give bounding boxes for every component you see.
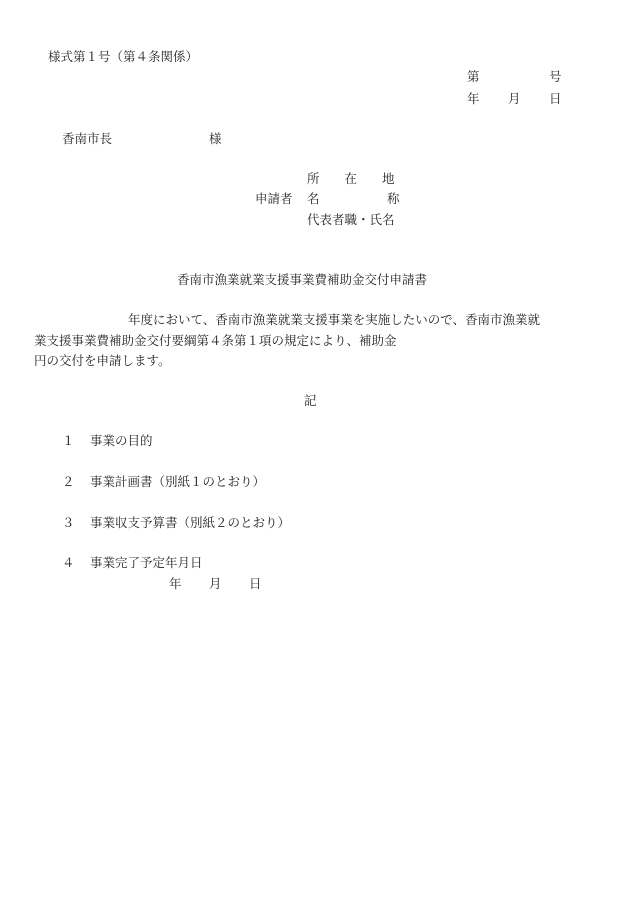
item-number: １ [62,433,75,448]
form-label: 様式第１号（第４条関係） [48,49,199,64]
date-day-label: 日 [549,91,562,106]
item-text: 事業計画書（別紙１のとおり） [90,474,266,489]
doc-number-suffix: 号 [549,69,562,84]
completion-month-label: 月 [209,576,222,591]
completion-day-label: 日 [249,576,262,591]
item-text: 事業収支予算書（別紙２のとおり） [90,515,291,530]
date-month-label: 月 [508,91,521,106]
item-text: 事業の目的 [90,433,153,448]
document-title: 香南市漁業就業支援事業費補助金交付申請書 [177,272,428,287]
body-line-3: 円の交付を申請します。 [34,353,171,368]
doc-number-prefix: 第 [467,69,480,84]
item-text: 事業完了予定年月日 [90,555,203,570]
applicant-address-label: 所 在 地 [307,171,395,186]
body-line-2: 業支援事業費補助金交付要綱第４条第１項の規定により、補助金 [34,333,397,348]
applicant-name-label-left: 名 [307,191,320,206]
date-year-label: 年 [467,91,480,106]
completion-year-label: 年 [169,576,182,591]
applicant-label: 申請者 [255,191,293,206]
ki-heading: 記 [304,393,317,408]
addressee-name: 香南市長 [62,131,113,146]
body-line-1: 年度において、香南市漁業就業支援事業を実施したいので、香南市漁業就 [128,312,541,327]
item-number: ３ [62,515,75,530]
item-number: ２ [62,474,75,489]
addressee-honorific: 様 [209,131,222,146]
applicant-representative-label: 代表者職・氏名 [307,212,395,227]
applicant-name-label-right: 称 [387,191,400,206]
item-number: ４ [62,555,75,570]
